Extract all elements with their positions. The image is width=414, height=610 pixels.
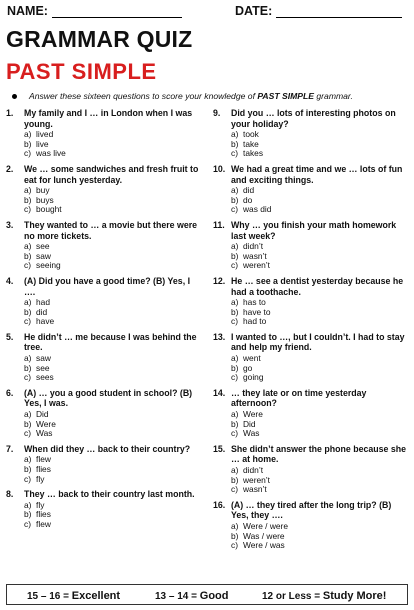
option-letter: c) — [24, 428, 31, 439]
answer-options — [24, 130, 202, 159]
answer-options — [24, 186, 202, 215]
answer-option — [24, 261, 202, 271]
answer-option — [24, 130, 202, 140]
option-text: flew — [36, 518, 51, 529]
option-text: takes — [243, 148, 264, 159]
question-number: 2. — [6, 163, 14, 174]
answer-option — [231, 186, 409, 196]
answer-options — [231, 522, 409, 551]
option-letter: b) — [231, 418, 239, 429]
option-text: Was — [36, 428, 53, 439]
option-letter: c) — [24, 473, 31, 484]
option-letter: c) — [231, 540, 238, 551]
option-text: weren’t — [243, 474, 270, 485]
option-letter: c) — [231, 148, 238, 159]
option-letter: b) — [231, 194, 239, 205]
option-text: did — [243, 185, 255, 196]
option-text: wasn’t — [243, 484, 267, 495]
question-number: 8. — [6, 489, 14, 500]
question-item — [6, 388, 202, 439]
question-number: 15. — [213, 443, 226, 454]
answer-option — [24, 429, 202, 439]
question-item — [6, 489, 202, 529]
option-letter: a) — [231, 520, 239, 531]
question-text: They … back to their country last month. — [24, 489, 195, 500]
question-text: They wanted to … a movie but there were no more tickets. — [24, 219, 198, 241]
answer-option — [24, 465, 202, 475]
option-text: take — [243, 138, 259, 149]
question-item — [213, 220, 409, 271]
quiz-subtitle: PAST SIMPLE — [6, 59, 157, 84]
score-key — [6, 584, 408, 605]
option-text: didn’t — [243, 465, 264, 475]
answer-option — [231, 485, 409, 495]
option-letter: b) — [24, 464, 32, 474]
option-letter: a) — [231, 353, 239, 364]
option-letter: b) — [231, 474, 239, 485]
question-text: He didn’t … me because I was behind the tree. — [24, 331, 197, 353]
date-field — [235, 4, 402, 18]
questions-left-column — [6, 108, 202, 535]
option-text: Were / were — [243, 520, 288, 531]
option-text: see — [36, 362, 50, 373]
option-text: flew — [36, 454, 51, 465]
option-text: saw — [36, 250, 51, 261]
score-excellent — [27, 590, 120, 602]
option-letter: a) — [24, 129, 32, 140]
instruction-text-after: grammar. — [314, 91, 353, 101]
option-text: buys — [36, 194, 54, 205]
option-text: Were / was — [243, 540, 285, 551]
option-text: see — [36, 241, 50, 252]
option-text: Did — [243, 418, 256, 429]
option-letter: a) — [24, 409, 32, 420]
question-number: 11. — [213, 219, 225, 230]
option-text: flies — [36, 464, 51, 474]
option-text: go — [243, 362, 253, 373]
quiz-title: GRAMMAR QUIZ — [6, 26, 193, 52]
option-text: had to — [243, 316, 267, 327]
name-line — [52, 6, 182, 18]
option-text: was did — [243, 204, 272, 215]
option-letter: c) — [24, 518, 31, 529]
option-letter: b) — [24, 418, 32, 429]
answer-options — [231, 186, 409, 215]
answer-option — [231, 373, 409, 383]
option-letter: c) — [231, 316, 238, 327]
option-text: Were — [243, 409, 263, 420]
option-text: Was / were — [243, 530, 285, 541]
question-item — [213, 444, 409, 495]
question-number: 7. — [6, 443, 14, 454]
answer-option — [231, 261, 409, 271]
option-text: bought — [36, 204, 62, 215]
answer-option — [24, 149, 202, 159]
question-item — [6, 276, 202, 327]
answer-option — [231, 410, 409, 420]
answer-options — [231, 354, 409, 383]
instructions — [12, 91, 408, 101]
instruction-text-before: Answer these sixteen questions to score your knowledge of — [29, 91, 258, 101]
option-text: have to — [243, 306, 271, 317]
answer-option — [231, 541, 409, 551]
question-number: 10. — [213, 163, 226, 174]
question-number: 5. — [6, 331, 14, 342]
option-letter: c) — [231, 204, 238, 215]
answer-option — [24, 475, 202, 485]
answer-option — [24, 317, 202, 327]
answer-option — [231, 205, 409, 215]
question-text: When did they … back to their country? — [24, 443, 191, 454]
answer-option — [24, 298, 202, 308]
question-text: Did you … lots of interesting photos on your holiday? — [231, 108, 396, 129]
answer-options — [24, 501, 202, 530]
question-text: … they late or on time yesterday afternoon? — [231, 387, 367, 409]
answer-options — [24, 298, 202, 327]
option-letter: a) — [24, 454, 32, 465]
option-text: going — [243, 372, 264, 383]
option-letter: c) — [24, 260, 31, 271]
question-text: Why … you finish your math homework last week? — [231, 219, 397, 241]
question-number: 16. — [213, 499, 226, 510]
option-letter: a) — [231, 129, 239, 140]
answer-option — [231, 149, 409, 159]
option-letter: b) — [24, 362, 32, 373]
option-letter: b) — [231, 530, 239, 541]
option-text: fly — [36, 473, 45, 484]
option-letter: c) — [231, 428, 238, 439]
option-letter: c) — [24, 372, 31, 383]
question-number: 9. — [213, 108, 221, 118]
score-range: 13 – 14 = — [155, 591, 197, 602]
option-text: live — [36, 138, 49, 149]
answer-options — [231, 130, 409, 159]
option-letter: b) — [24, 250, 32, 261]
option-text: fly — [36, 499, 45, 510]
question-number: 12. — [213, 275, 226, 286]
option-text: seeing — [36, 260, 61, 271]
option-letter: b) — [24, 138, 32, 149]
question-item — [6, 444, 202, 484]
answer-option — [24, 354, 202, 364]
date-line — [276, 6, 402, 18]
answer-options — [24, 354, 202, 383]
option-text: do — [243, 194, 253, 205]
score-label: Excellent — [71, 590, 121, 602]
option-letter: a) — [231, 297, 239, 308]
option-text: had — [36, 297, 50, 308]
question-text: (A) … you a good student in school? (B) Yes, I was. — [24, 387, 193, 409]
option-letter: c) — [231, 260, 238, 271]
question-item — [213, 108, 409, 159]
option-letter: a) — [231, 465, 239, 475]
score-range: 12 or Less = — [262, 591, 321, 602]
option-text: saw — [36, 353, 51, 364]
question-text: My family and I … in London when I was young. — [24, 108, 193, 129]
question-text: She didn’t answer the phone because she … at home. — [231, 443, 407, 465]
question-number: 13. — [213, 331, 226, 342]
option-text: went — [243, 353, 261, 364]
bullet-icon — [12, 94, 17, 99]
option-letter: c) — [231, 484, 238, 495]
answer-options — [24, 410, 202, 439]
answer-option — [231, 317, 409, 327]
answer-option — [24, 373, 202, 383]
question-item — [213, 164, 409, 215]
option-letter: c) — [24, 204, 31, 215]
question-number: 4. — [6, 275, 14, 286]
option-text: have — [36, 316, 55, 327]
option-letter: b) — [24, 194, 32, 205]
question-item — [213, 500, 409, 551]
option-text: weren’t — [243, 260, 270, 271]
name-field — [7, 4, 182, 18]
option-text: wasn’t — [243, 250, 267, 261]
option-text: flies — [36, 509, 51, 520]
answer-options — [24, 455, 202, 484]
option-text: was live — [36, 148, 66, 159]
score-range: 15 – 16 = — [27, 591, 69, 602]
option-letter: a) — [231, 185, 239, 196]
question-text: We had a great time and we … lots of fun and exciting things. — [231, 163, 403, 185]
option-text: Was — [243, 428, 260, 439]
option-letter: b) — [24, 306, 32, 317]
option-letter: a) — [231, 241, 239, 252]
option-letter: b) — [231, 306, 239, 317]
instruction-emphasis: PAST SIMPLE — [257, 91, 315, 101]
question-item — [6, 332, 202, 383]
option-text: did — [36, 306, 48, 317]
option-letter: a) — [24, 241, 32, 252]
option-text: sees — [36, 372, 54, 383]
answer-options — [231, 410, 409, 439]
question-number: 1. — [6, 108, 14, 118]
question-number: 3. — [6, 219, 14, 230]
answer-options — [231, 242, 409, 271]
question-text: We … some sandwiches and fresh fruit to eat for lunch yesterday. — [24, 163, 199, 185]
question-text: I wanted to …, but I couldn’t. I had to stay and help my friend. — [231, 331, 405, 353]
answer-option — [24, 205, 202, 215]
answer-options — [24, 242, 202, 271]
questions-right-column — [213, 108, 409, 556]
score-label: Study More! — [322, 590, 387, 602]
date-label: DATE: — [235, 4, 273, 18]
question-number: 14. — [213, 387, 226, 398]
option-letter: a) — [24, 499, 32, 510]
answer-options — [231, 466, 409, 495]
option-letter: c) — [24, 316, 31, 327]
question-item — [6, 164, 202, 215]
question-item — [213, 332, 409, 383]
option-text: lived — [36, 129, 54, 140]
answer-option — [231, 354, 409, 364]
question-text: (A) … they tired after the long trip? (B) Yes, they …. — [231, 499, 392, 521]
score-label: Good — [199, 590, 229, 602]
option-text: took — [243, 129, 259, 140]
option-text: buy — [36, 185, 50, 196]
option-letter: a) — [24, 353, 32, 364]
question-item — [6, 220, 202, 271]
answer-option — [231, 429, 409, 439]
name-label: NAME: — [7, 4, 48, 18]
option-letter: c) — [24, 148, 31, 159]
header — [7, 4, 407, 20]
option-text: Were — [36, 418, 56, 429]
question-number: 6. — [6, 387, 14, 398]
option-letter: b) — [231, 138, 239, 149]
question-item — [213, 388, 409, 439]
question-text: (A) Did you have a good time? (B) Yes, I …. — [24, 275, 191, 297]
score-good — [155, 590, 228, 602]
question-item — [213, 276, 409, 327]
option-letter: b) — [24, 509, 32, 520]
option-letter: a) — [24, 297, 32, 308]
option-letter: a) — [231, 409, 239, 420]
answer-options — [231, 298, 409, 327]
option-text: has to — [243, 297, 266, 308]
option-letter: a) — [24, 185, 32, 196]
option-text: didn’t — [243, 241, 264, 252]
question-item — [6, 108, 202, 159]
option-letter: b) — [231, 250, 239, 261]
option-letter: c) — [231, 372, 238, 383]
answer-option — [24, 520, 202, 530]
option-text: Did — [36, 409, 49, 420]
question-text: He … see a dentist yesterday because he had a toothache. — [231, 275, 404, 297]
option-letter: b) — [231, 362, 239, 373]
score-study-more — [262, 590, 386, 602]
